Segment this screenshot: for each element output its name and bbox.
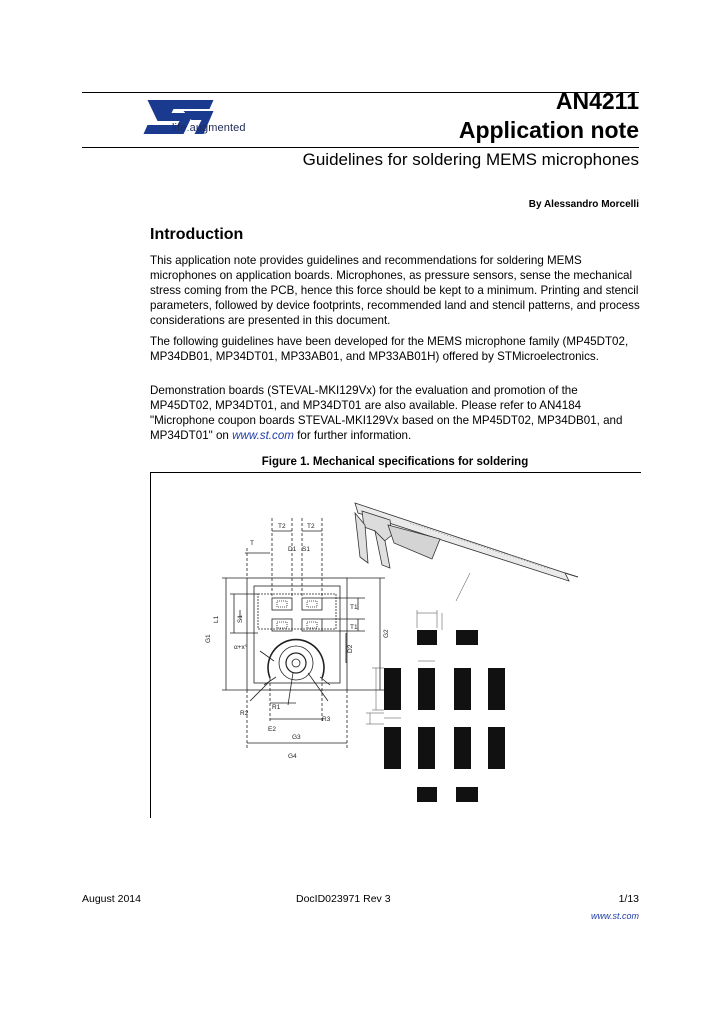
caliper-icon <box>355 503 578 581</box>
footer-website-link[interactable]: www.st.com <box>590 911 639 921</box>
author: By Alessandro Morcelli <box>528 199 639 210</box>
mechanical-drawing <box>150 473 640 817</box>
label-g3: G3 <box>292 734 301 741</box>
st-website-link[interactable]: www.st.com <box>232 429 294 442</box>
intro-paragraph-3: Demonstration boards (STEVAL-MKI129Vx) for the evaluation and promotion of the MP45DT02, MP34DT01, and MP34DT01 are also available. Please refer to AN4184 "Microphone coupon boards STEVAL-MKI129Vx based on the MP45DT02, MP34DB01, and MP34DT01" on www.st.com for further information. <box>150 384 623 442</box>
label-r2: R2 <box>240 710 249 717</box>
section-heading: Introduction <box>150 226 244 243</box>
label-s1: S1 <box>302 546 310 553</box>
intro-paragraph-1: This application note provides guidelines and recommendations for soldering MEMS microphones on application boards. Microphones, as pressure sensors, sense the mechanical stress coming from the PCB, hence this force should be kept to a minimum. Printing and stencil parameters, followed by device footprints, recommended land and stencil patterns, and process considerations are presented in this document. <box>150 254 640 327</box>
label-l1: L1 <box>213 615 220 623</box>
label-t2: T2 <box>278 523 286 530</box>
label-e2: E2 <box>268 726 276 733</box>
label-g4: G4 <box>288 753 297 760</box>
label-t: T <box>250 540 254 547</box>
doc-number: AN4211 <box>555 88 639 114</box>
label-t2: T2 <box>307 523 315 530</box>
doc-type: Application note <box>458 117 639 143</box>
pad <box>272 598 292 610</box>
label-t1: T1 <box>350 624 358 631</box>
label-g1: G1 <box>205 634 212 643</box>
footer-date: August 2014 <box>82 893 141 905</box>
label-d2: D2 <box>347 644 354 653</box>
page-number: 1/13 <box>618 893 639 905</box>
title-rule <box>82 147 639 148</box>
figure-caption: Figure 1. Mechanical specifications for soldering <box>261 456 529 468</box>
label-d1: D1 <box>288 546 297 553</box>
st-tagline: life.augmented <box>172 122 246 134</box>
footer-docid: DocID023971 Rev 3 <box>296 893 391 905</box>
label-s1: S1 <box>237 615 244 623</box>
label-r1: R1 <box>272 704 281 711</box>
label-r3: R3 <box>322 716 331 723</box>
label-angle: α+x° <box>234 644 248 651</box>
intro-paragraph-2: The following guidelines have been developed for the MEMS microphone family (MP45DT02, MP34DB01, MP34DT01, MP33AB01, and MP33AB01H) offered by STMicroelectronics. <box>150 335 629 363</box>
pad <box>302 598 322 610</box>
page-title: Guidelines for soldering MEMS microphones <box>302 150 639 169</box>
land-pattern <box>384 630 505 802</box>
label-t1: T1 <box>350 604 358 611</box>
label-g2: G2 <box>383 629 390 638</box>
